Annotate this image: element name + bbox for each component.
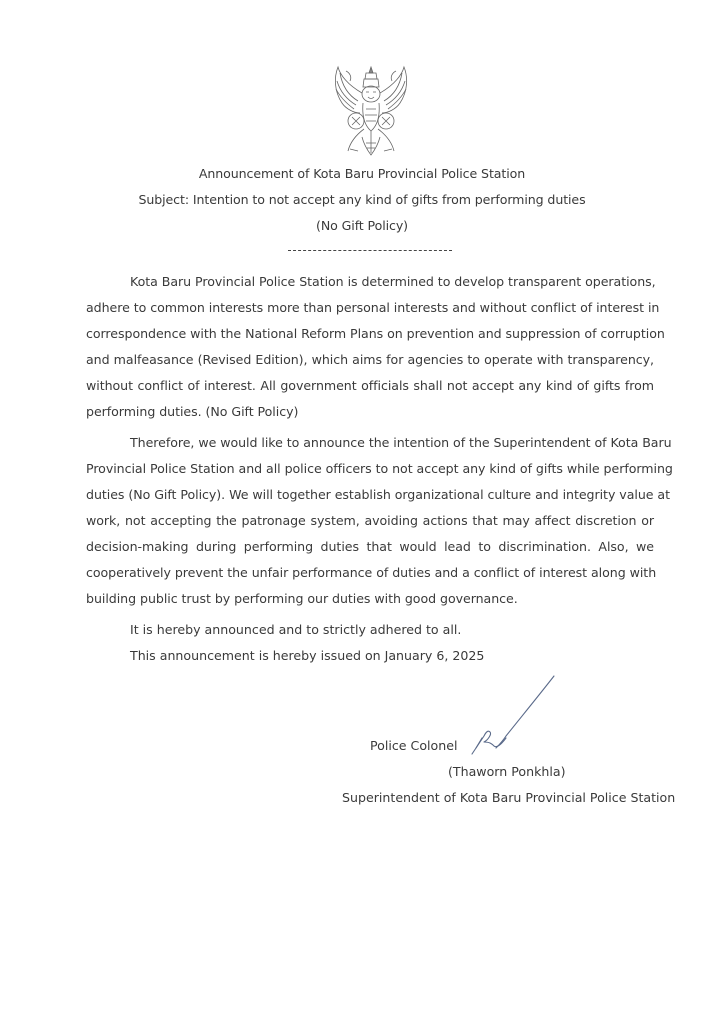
issue-date-statement: This announcement is hereby issued on January 6, 2025 [130, 648, 485, 663]
signatory-rank: Police Colonel [370, 738, 458, 753]
paragraph-2 [86, 430, 673, 612]
paragraph-1 [86, 269, 665, 425]
paragraph-line: correspondence with the National Reform Plans on prevention and suppression of corruption [86, 326, 665, 341]
paragraph-line: without conflict of interest. All government officials shall not accept any kind of gifts from [86, 378, 654, 393]
policy-name: (No Gift Policy) [316, 218, 408, 233]
announcement-title: Announcement of Kota Baru Provincial Police Station [198, 166, 526, 181]
paragraph-line: cooperatively prevent the unfair performance of duties and a conflict of interest along with [86, 565, 657, 580]
paragraph-line: work, not accepting the patronage system, avoiding actions that may affect discretion or [86, 513, 654, 528]
handwritten-signature-icon [462, 672, 562, 758]
paragraph-line: duties (No Gift Policy). We will together establish organizational culture and integrity value at [86, 487, 670, 502]
signatory-position: Superintendent of Kota Baru Provincial Police Station [342, 790, 676, 805]
signatory-name: (Thaworn Ponkhla) [448, 764, 566, 779]
paragraph-line: Provincial Police Station and all police officers to not accept any kind of gifts while performing [86, 461, 673, 476]
paragraph-line: adhere to common interests more than personal interests and without conflict of interest in [86, 300, 660, 315]
paragraph-line: Therefore, we would like to announce the intention of the Superintendent of Kota Baru [130, 435, 672, 450]
closing-announcement: It is hereby announced and to strictly adhered to all. [130, 622, 462, 637]
garuda-emblem-icon [328, 63, 414, 159]
announcement-subject: Subject: Intention to not accept any kind of gifts from performing duties [138, 192, 586, 207]
header-divider [288, 250, 452, 251]
paragraph-line: decision-making during performing duties that would lead to discrimination. Also, we [86, 539, 654, 554]
paragraph-line: and malfeasance (Revised Edition), which aims for agencies to operate with transparency, [86, 352, 654, 367]
paragraph-line: building public trust by performing our duties with good governance. [86, 591, 518, 606]
paragraph-line: Kota Baru Provincial Police Station is determined to develop transparent operations, [130, 274, 656, 289]
paragraph-line: performing duties. (No Gift Policy) [86, 404, 299, 419]
